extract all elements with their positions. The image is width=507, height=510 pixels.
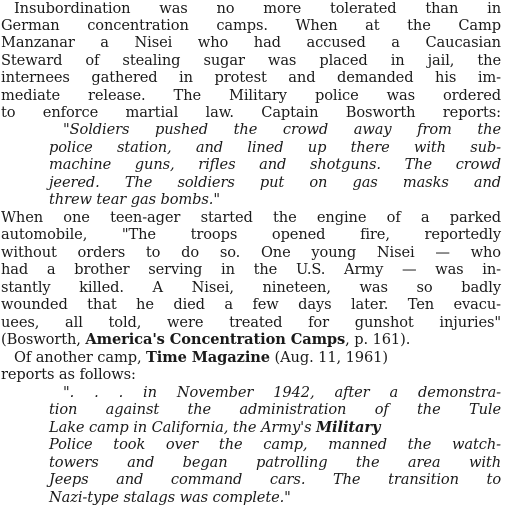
text-line-11: had a brother serving in the U.S. Army — was in- [1,261,501,278]
quote2-line-7: Nazi-type stalags was complete." [49,489,291,506]
text-line-6: mediate release. The Military police was ordered [1,87,501,104]
quote2-line-3 [49,419,380,436]
text-line-15-end: (Aug. 11, 1961) [269,349,388,366]
text-line-14: uees, all told, were treated for gunshot injuries" [1,314,501,331]
text-line-4: Steward of stealing sugar was placed in jail, the [1,52,501,69]
book-title: America's Concentration Camps [85,331,346,348]
citation-prefix: (Bosworth, [1,331,86,348]
quote2-line-2: tion against the administration of the Tule [49,401,501,418]
text-line-16: reports as follows: [1,366,136,383]
quote2-line-1: ". . . in November 1942, after a demonstra- [63,384,501,401]
text-line-2: German concentration camps. When at the Camp [1,17,501,34]
citation-suffix: , p. 161). [345,331,411,348]
text-line-5: internees gathered in protest and demanded his im- [1,69,501,86]
text-line-7: to enforce martial law. Captain Bosworth reports: [1,104,501,121]
quote2-line-4: Police took over the camp, manned the watch- [49,436,501,453]
text-line-1: Insubordination was no more tolerated than in [14,0,501,17]
text-line-13: wounded that he died a few days later. Ten evacu- [1,296,501,313]
quote2-line-6: Jeeps and command cars. The transition to [49,471,501,488]
quote-line-3: machine guns, rifles and shotguns. The crowd [49,156,501,173]
magazine-title: Time Magazine [146,349,270,366]
quote-line-4: jeered. The soldiers put on gas masks and [49,174,501,191]
text-line-15 [14,349,388,366]
quote-line-1: "Soldiers pushed the crowd away from the [63,121,501,138]
citation-line [1,331,410,348]
quote-line-2: police station, and lined up there with sub- [49,139,501,156]
text-line-3: Manzanar a Nisei who had accused a Caucasian [1,34,501,51]
quote-line-5: threw tear gas bombs." [49,191,220,208]
text-line-9: automobile, "The troops opened fire, reportedly [1,226,501,243]
text-line-12: stantly killed. A Nisei, nineteen, was so badly [1,279,501,296]
quote2-line-5: towers and began patrolling the area with [49,454,501,471]
quote2-bold-military: Military [316,419,381,436]
text-line-15-start: Of another camp, [14,349,147,366]
quote2-line-3-start: Lake camp in California, the Army's [49,419,316,436]
text-line-10: without orders to do so. One young Nisei — who [1,244,501,261]
text-line-8: When one teen-ager started the engine of a parked [1,209,501,226]
